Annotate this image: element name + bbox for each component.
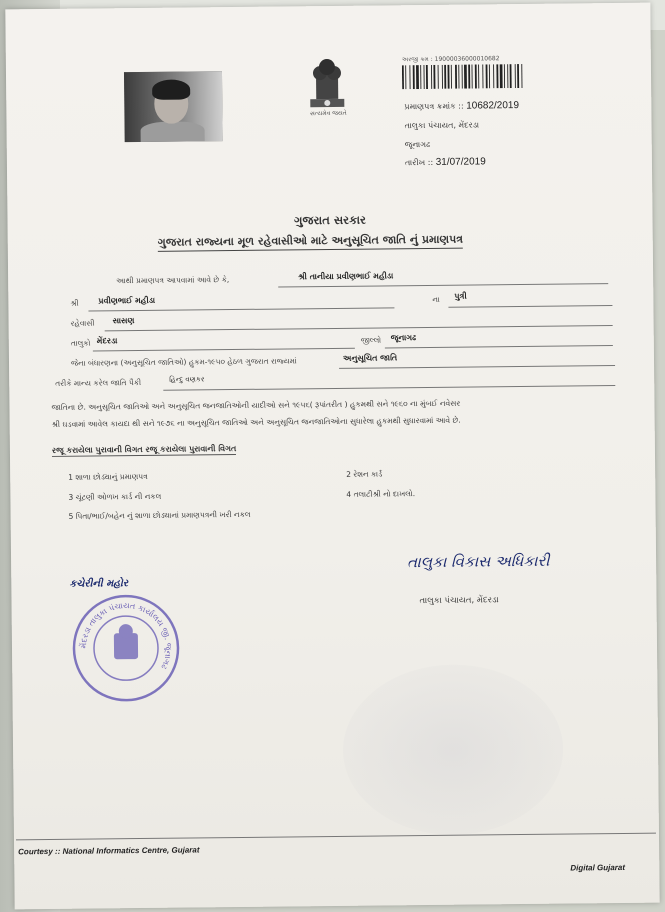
certificate-number-row — [404, 100, 519, 112]
office-seal-stamp — [69, 593, 182, 704]
office-line2: જૂનાગઢ — [404, 139, 431, 150]
resident-value: સાસણ — [112, 316, 135, 326]
certify-label: આથી પ્રમાણપત્ર આપવામાં આવે છે કે, — [116, 275, 230, 286]
barcode-bar — [424, 65, 425, 89]
order-text: જેના બંધારણના (અનુસૂચિત જાતિઓ) હુકમ-૧૯૫૦ હેઠળ ગુજરાત રાજ્યમાં — [70, 356, 297, 368]
barcode — [402, 64, 526, 89]
barcode-bar — [496, 64, 498, 88]
barcode-bar — [517, 64, 519, 88]
barcode-bar — [402, 65, 404, 89]
relation-underline — [448, 305, 612, 308]
barcode-bar — [510, 64, 512, 88]
barcode-bar — [493, 64, 494, 88]
taluka-value: મેંદરડા — [96, 336, 118, 346]
office-line1: તાલુકા પંચાયત, મેંદરડા — [404, 120, 480, 131]
barcode-bar — [409, 65, 410, 89]
certificate-number: 10682/2019 — [466, 100, 520, 112]
barcode-bar — [478, 64, 479, 88]
barcode-bar — [500, 64, 503, 88]
enclosure-item: 2 રેશન કાર્ડ — [346, 469, 383, 479]
barcode-bar — [507, 64, 508, 88]
barcode-bar — [413, 65, 415, 89]
district-underline — [385, 345, 613, 348]
barcode-bar — [475, 64, 477, 88]
barcode-bar — [482, 64, 483, 88]
office-seal-caption: કચેરીની મહોર — [69, 578, 129, 590]
barcode-bar — [464, 65, 467, 89]
caste-label: તરીકે માન્ય કરેલ જાતિ પૈકી — [55, 377, 142, 388]
certificate-title: ગુજરાત રાજ્યના મૂળ રહેવાસીઓ માટે અનુસૂચિત જાતિ નું પ્રમાણપત્ર — [158, 233, 463, 252]
government-heading: ગુજરાત સરકાર — [294, 212, 367, 228]
barcode-bar — [489, 64, 490, 88]
barcode-bar — [468, 65, 470, 89]
issue-date: 31/07/2019 — [435, 156, 486, 168]
footer-courtesy: Courtesy :: National Informatics Centre, Gujarat — [18, 845, 200, 857]
paper-stain — [342, 664, 564, 836]
barcode-bar — [426, 65, 428, 89]
district-value: જૂનાગઢ — [390, 333, 417, 343]
footer-brand: Digital Gujarat — [570, 862, 626, 873]
enclosures-heading: રજૂ કરાયેલા પુરાવાની વિગત રજૂ કરાયેલા પુરાવાની વિગત — [51, 444, 237, 455]
enclosure-item: 4 તલાટીશ્રી નો દાખલો. — [346, 489, 416, 499]
barcode-bar — [486, 64, 488, 88]
barcode-bar — [438, 65, 439, 89]
district-label: જીલ્લો — [360, 335, 382, 345]
barcode-bar — [451, 65, 452, 89]
officer-signature: તાલુકા વિકાસ અધિકારી — [407, 551, 550, 572]
category-underline — [339, 365, 615, 369]
barcode-bar — [458, 65, 459, 89]
father-prefix: શ્રી — [70, 298, 79, 308]
barcode-bar — [521, 64, 522, 88]
father-name: પ્રવીણભાઈ મહીડા — [98, 295, 156, 306]
category-value: અનુસૂચિત જાતિ — [342, 353, 398, 363]
barcode-bar — [433, 65, 435, 89]
date-row — [405, 156, 486, 168]
barcode-bar — [416, 65, 419, 89]
relation-value: પુત્રી — [454, 291, 467, 301]
caste-value: હિન્દુ વણકર — [169, 375, 205, 384]
officer-office: તાલુકા પંચાયત, મેંદરડા — [419, 595, 499, 607]
date-label: તારીખ :: — [404, 157, 434, 168]
barcode-bar — [444, 65, 446, 89]
taluka-underline — [93, 348, 355, 352]
applicant-name: શ્રી તાનીયા પ્રવીણભાઈ મહીડા — [298, 271, 394, 282]
legal-paragraph — [51, 393, 611, 433]
footer-rule — [16, 833, 656, 841]
emblem-caption: સત્યમેવ જયતે — [310, 109, 347, 118]
barcode-bar — [420, 65, 421, 89]
barcode-bar — [405, 65, 406, 89]
certificate-document — [5, 3, 659, 910]
applicant-photo — [124, 71, 223, 142]
legal-paragraph-line2: શ્રી ઘડવામાં આવેલ કાયદા થી સને ૧૯૭૬ ના અનુસૂચિત જાતિઓ અને અનુસૂચિત જનજાતિઓના સુધારેલા હુકમથી સુધારવામાં આવે છે. — [51, 415, 461, 429]
application-number: અરજી ક્રમ : 19000036000010682 — [401, 55, 500, 64]
national-emblem-icon — [302, 51, 353, 114]
barcode-bar — [504, 64, 505, 88]
enclosure-item: 1 શાળા છોડ્યાનું પ્રમાણપત્ર — [68, 471, 148, 482]
taluka-label: તાલુકો — [70, 338, 91, 348]
resident-underline — [105, 325, 613, 331]
barcode-bar — [431, 65, 432, 89]
name-underline — [278, 283, 608, 287]
barcode-bar — [515, 64, 516, 88]
barcode-bar — [448, 65, 450, 89]
legal-paragraph-line1: જાતિના છે. અનુસૂચિત જાતિઓ અને અનુસૂચિત જનજાતિઓની યાદીઓ સને ૧૯૫૬( રૂપાંતરીત ) હુકમથી સને ૧૯૬૦ ના મુંબઈ નવેસર — [51, 398, 461, 412]
barcode-bar — [455, 65, 457, 89]
barcode-bar — [472, 65, 473, 89]
resident-label: રહેવાસી — [70, 318, 95, 328]
caste-underline — [163, 385, 615, 391]
relation-label: ના — [432, 294, 440, 304]
enclosure-item: 3 ચૂંટણી ઓળખ કાર્ડ ની નકલ — [68, 491, 162, 502]
father-underline — [88, 307, 394, 311]
barcode-bar — [442, 65, 443, 89]
barcode-bar — [462, 65, 463, 89]
enclosure-item: 5 પિતા/ભાઈ/બહેન નું શાળા છોડ્યાનાં પ્રમાણપત્રની ખરી નકલ — [68, 509, 251, 521]
certificate-number-label: પ્રમાણપત્ર ક્રમાંક :: — [404, 101, 464, 112]
seal-text: મેંદરડા તાલુકા પંચાયત કાર્યાલય જી. જૂનાગઢ — [78, 601, 174, 671]
